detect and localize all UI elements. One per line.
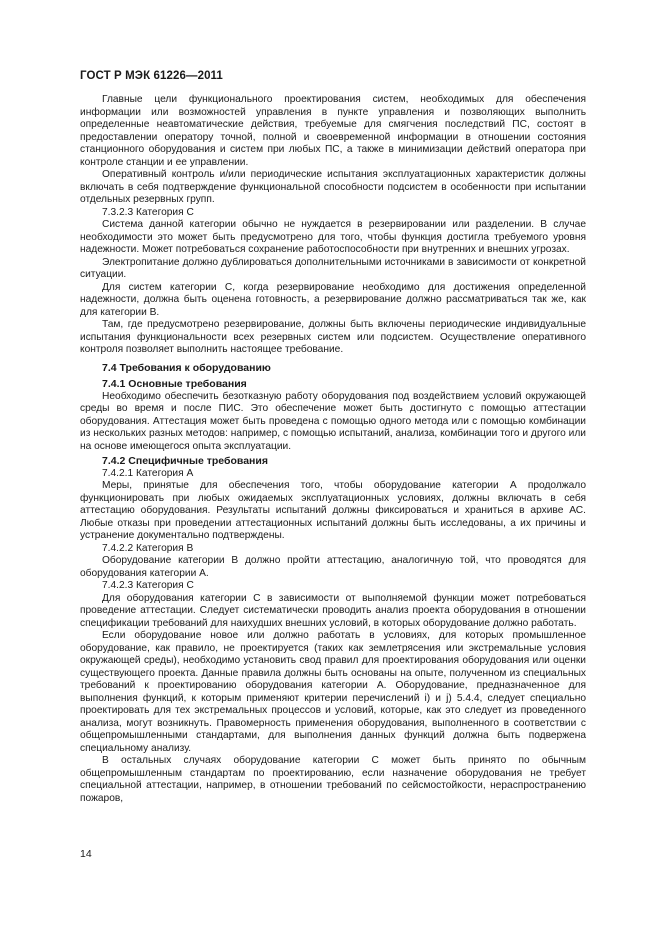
subsection-heading-7-4-2-1: 7.4.2.1 Категория А [102,467,194,479]
document-header-title: ГОСТ Р МЭК 61226—2011 [80,70,223,82]
subsection-heading-7-3-2-3: 7.3.2.3 Категория С [102,206,194,218]
paragraph: Электропитание должно дублироваться дополнительными источниками в зависимости от конкретной ситуации. [80,256,586,280]
paragraph: Там, где предусмотрено резервирование, должны быть включены периодические индивидуальные испытания функциональности всех резервных систем или подсистем. Осуществление оперативного контроля позволяет выполнить настоящее требование. [80,319,586,355]
paragraph: Если оборудование новое или должно работать в условиях, для которых промышленное оборудование, как правило, не проектируется (таких как землетрясения или экстремальные условия окружающей среды), необходимо установить свод правил для проектирования оборудования или оценки существующего проекта. Данные правила должны быть основаны на опыте, полученном из специальных требований к проектированию оборудования категории А. Оборудование, предназначенное для выполнения функций, к которым применяют критерии перечислений i) и j) 5.4.4, следует специально проектировать для тех экстремальных процессов и условий, которые, как это следует из проведенного анализа, могут возникнуть. Правомерность применения оборудования, выполненного в соответствии с общепромышленными стандартами, для выполнения данных функций должна быть подвержена специальному анализу. [80,630,586,754]
subsection-heading-7-4-2-2: 7.4.2.2 Категория В [102,542,194,554]
paragraph: Главные цели функционального проектирования систем, необходимых для обеспечения информации или возможностей управления в пункте управления и позволяющих выполнить определенные неавтоматические действия, требуемые для смягчения последствий ПС, состоят в предоставлении оператору точной, полной и своевременной информации в отношении состояния станционного оборудования и систем при любых ПС, а также в минимизации действий оператора при контроле станции и ее управлении. [80,94,586,168]
subsection-heading-7-4-2-3: 7.4.2.3 Категория С [102,580,194,591]
paragraph: Оперативный контроль и/или периодические испытания эксплуатационных характеристик должны включать в себя подтверждение функциональной способности подсистем в особенности при испытании отдельных резервных групп. [80,169,586,205]
paragraph: Необходимо обеспечить безотказную работу оборудования под воздействием условий окружающей среды во время и после ПИС. Это обеспечение может быть достигнуто с помощью аттестации оборудования. Аттестация может быть проведена с помощью одного метода или с помощью комбинации из нескольких разных методов: например, с помощью испытаний, анализа, комбинации того и другого или на основе имеющегося опыта эксплуатации. [80,390,586,452]
paragraph: В остальных случаях оборудование категории С может быть принято по обычным общепромышленным стандартам по проектированию, если назначение оборудования не требует специальной аттестации, например, в отношении требований по сейсмостойкости, нераспространению пожаров, [80,755,586,804]
document-body [80,94,586,805]
paragraph: Для систем категории С, когда резервирование необходимо для достижения определенной надежности, должна быть оценена готовность, а резервирование должно рассматриваться так же, как для категории В. [80,281,586,318]
section-heading-7-4-1: 7.4.1 Основные требования [102,378,247,390]
paragraph: Для оборудования категории С в зависимости от выполняемой функции может потребоваться проведение аттестации. Следует систематически проводить анализ проекта оборудования в отношении спецификации требований для наихудших внешних условий, в которых оборудование должно работать. [80,592,586,629]
paragraph: Система данной категории обычно не нуждается в резервировании или разделении. В случае необходимости это может быть предусмотрено для того, чтобы функция достигла требуемого уровня надежности. Может потребоваться сохранение работоспособности при внутренних и внешних угрозах. [80,219,586,255]
paragraph: Меры, принятые для обеспечения того, чтобы оборудование категории А продолжало функционировать при любых ожидаемых эксплуатационных условиях, должны включать в себя аттестацию оборудования. Результаты испытаний должны фиксироваться и храниться в архиве АС. Любые отказы при проведении аттестационных испытаний должны быть исследованы, а их причины и устранение документально подтверждены. [80,480,586,541]
section-heading-7-4: 7.4 Требования к оборудованию [102,361,271,374]
section-heading-7-4-2: 7.4.2 Специфичные требования [102,455,268,467]
paragraph: Оборудование категории В должно пройти аттестацию, аналогичную той, что проводятся для оборудования категории А. [80,555,586,579]
page-number: 14 [80,848,92,860]
